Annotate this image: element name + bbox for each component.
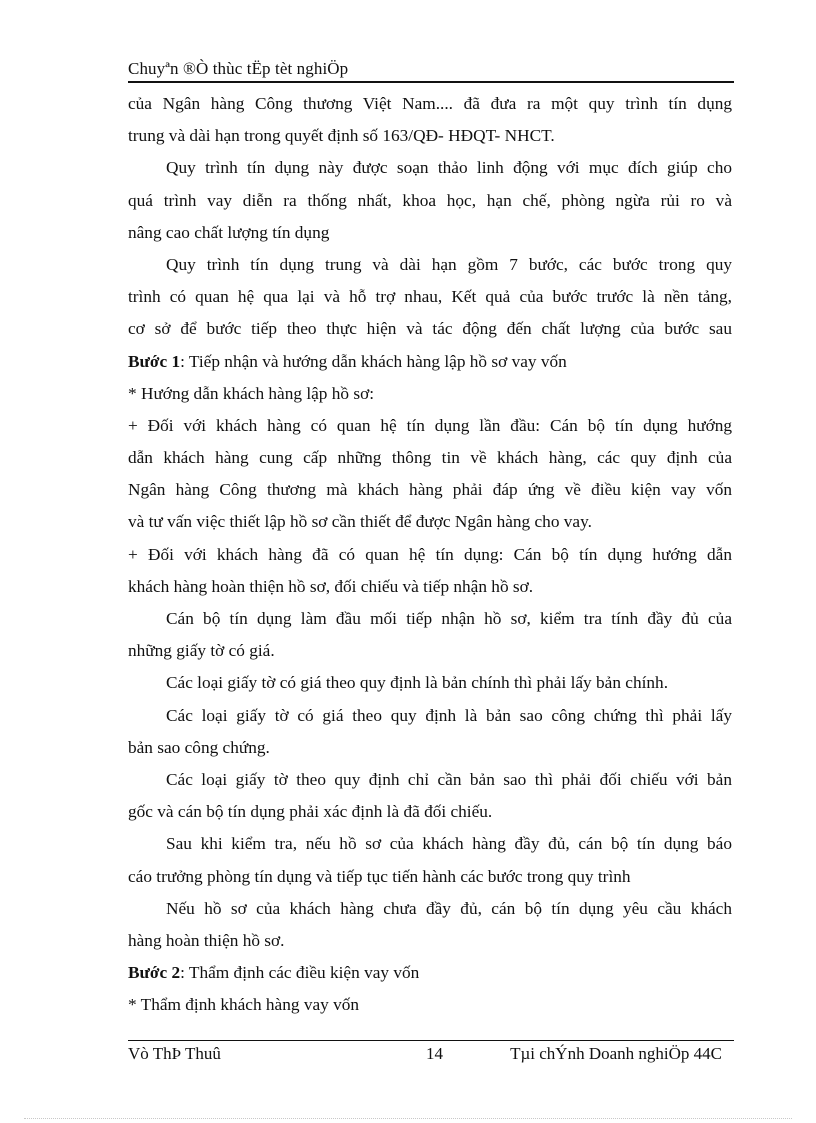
- footer-class: Tµi chÝnh Doanh nghiÖp 44C: [510, 1044, 722, 1063]
- text-line: Các loại giấy tờ theo quy định chỉ cần bản sao thì phải đối chiếu với bản: [166, 769, 732, 789]
- text-line: trình có quan hệ qua lại và hỗ trợ nhau, Kết quả của bước trước là nền tảng,: [128, 287, 732, 307]
- text-line: và tư vấn việc thiết lập hồ sơ cần thiết để được Ngân hàng cho vay.: [128, 512, 592, 532]
- text-line: cơ sở để bước tiếp theo thực hiện và tác động đến chất lượng của bước sau: [128, 319, 732, 339]
- step-label: Bước 2: [128, 963, 181, 983]
- text-line: Quy trình tín dụng này được soạn thảo linh động với mục đích giúp cho: [166, 158, 732, 178]
- text-line: những giấy tờ có giá.: [128, 641, 275, 661]
- text-line: Các loại giấy tờ có giá theo quy định là bản sao công chứng thì phải lấy: [166, 705, 732, 725]
- text-line: * Hướng dẫn khách hàng lập hồ sơ:: [128, 383, 375, 403]
- step-heading: Bước 2: Thẩm định các điều kiện vay vốn: [128, 963, 420, 983]
- page-edge-divider: [24, 1118, 792, 1120]
- document-body: [128, 88, 732, 1021]
- step-label: Bước 1: [128, 351, 181, 371]
- text-line: Sau khi kiểm tra, nếu hồ sơ của khách hàng đầy đủ, cán bộ tín dụng báo: [166, 834, 732, 854]
- footer-author: Vò ThÞ Thuû: [128, 1044, 221, 1063]
- text-line: quá trình vay diễn ra thống nhất, khoa học, hạn chế, phòng ngừa rủi ro và: [128, 190, 732, 210]
- text-line: trung và dài hạn trong quyết định số 163/QĐ- HĐQT- NHCT.: [128, 126, 555, 146]
- text-line: dẫn khách hàng cung cấp những thông tin về khách hàng, các quy định của: [128, 448, 732, 468]
- text-line: nâng cao chất lượng tín dụng: [128, 222, 330, 242]
- text-line: hàng hoàn thiện hồ sơ.: [128, 930, 285, 950]
- text-line: Ngân hàng Công thương mà khách hàng phải đáp ứng về điều kiện vay vốn: [128, 480, 732, 500]
- text-line: khách hàng hoàn thiện hồ sơ, đối chiếu và tiếp nhận hồ sơ.: [128, 576, 534, 596]
- text-line: Quy trình tín dụng trung và dài hạn gồm 7 bước, các bước trong quy: [166, 254, 732, 274]
- text-line: cáo trưởng phòng tín dụng và tiếp tục tiến hành các bước trong quy trình: [128, 866, 631, 886]
- text-line: + Đối với khách hàng đã có quan hệ tín dụng: Cán bộ tín dụng hướng dẫn: [128, 544, 732, 564]
- text-line: của Ngân hàng Công thương Việt Nam.... đã đưa ra một quy trình tín dụng: [128, 94, 732, 113]
- text-line: + Đối với khách hàng có quan hệ tín dụng lần đầu: Cán bộ tín dụng hướng: [128, 415, 732, 435]
- text-line: * Thẩm định khách hàng vay vốn: [128, 995, 360, 1015]
- page-footer: [128, 1040, 734, 1071]
- text-line: bản sao công chứng.: [128, 737, 270, 757]
- page-number: 14: [426, 1044, 443, 1063]
- text-line: Cán bộ tín dụng làm đầu mối tiếp nhận hồ sơ, kiểm tra tính đầy đủ của: [166, 609, 732, 628]
- page-header: [128, 55, 734, 83]
- text-line: Nếu hồ sơ của khách hàng chưa đầy đủ, cán bộ tín dụng yêu cầu khách: [166, 898, 732, 918]
- header-title: Chuyªn ®Ò thùc tËp tèt nghiÖp: [128, 59, 349, 78]
- step-heading: Bước 1: Tiếp nhận và hướng dẫn khách hàng lập hồ sơ vay vốn: [128, 351, 567, 371]
- text-line: gốc và cán bộ tín dụng phải xác định là đã đối chiếu.: [128, 802, 493, 822]
- text-line: Các loại giấy tờ có giá theo quy định là bản chính thì phải lấy bản chính.: [166, 673, 669, 693]
